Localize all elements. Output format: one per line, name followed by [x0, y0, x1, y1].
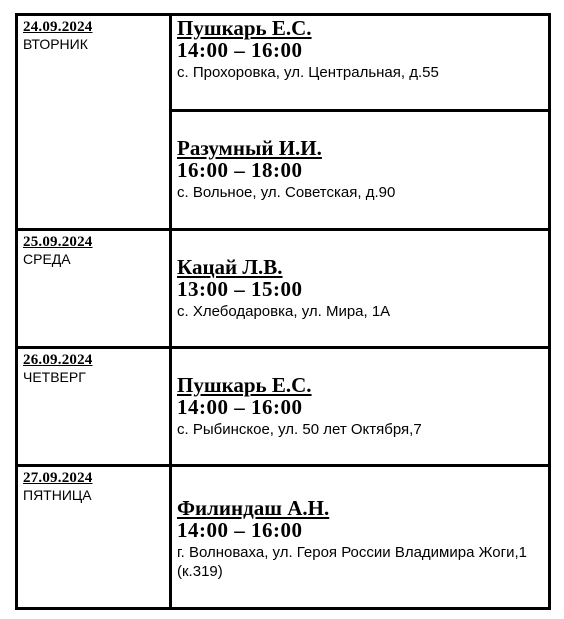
person-name: Кацай Л.В.	[177, 255, 283, 279]
address-text: г. Волноваха, ул. Героя России Владимира Жоги,1 (к.319)	[177, 544, 527, 580]
appointment-cell	[171, 15, 550, 111]
weekday-label: ЧЕТВЕРГ	[23, 369, 86, 385]
time-range: 14:00 – 16:00	[177, 38, 303, 62]
address-text: с. Прохоровка, ул. Центральная, д.55	[177, 64, 439, 81]
date-label: 25.09.2024	[23, 234, 93, 250]
time-range: 13:00 – 15:00	[177, 277, 303, 301]
weekday-label: СРЕДА	[23, 251, 71, 267]
table-row	[17, 230, 550, 348]
date-cell	[17, 348, 171, 466]
time-range: 16:00 – 18:00	[177, 158, 303, 182]
date-label: 27.09.2024	[23, 470, 93, 486]
date-cell	[17, 466, 171, 609]
schedule-table	[15, 13, 551, 610]
weekday-label: ВТОРНИК	[23, 36, 88, 52]
table-row	[17, 15, 550, 111]
date-cell	[17, 15, 171, 230]
weekday-label: ПЯТНИЦА	[23, 487, 92, 503]
date-label: 24.09.2024	[23, 19, 93, 35]
address-text: с. Вольное, ул. Советская, д.90	[177, 184, 396, 201]
address-text: с. Хлебодаровка, ул. Мира, 1А	[177, 303, 391, 320]
person-name: Пушкарь Е.С.	[177, 373, 312, 397]
address-text: с. Рыбинское, ул. 50 лет Октября,7	[177, 421, 422, 438]
appointment-cell	[171, 348, 550, 466]
person-name: Пушкарь Е.С.	[177, 16, 312, 40]
time-range: 14:00 – 16:00	[177, 395, 303, 419]
person-name: Филиндаш А.Н.	[177, 496, 330, 520]
date-label: 26.09.2024	[23, 352, 93, 368]
table-row	[17, 348, 550, 466]
appointment-cell	[171, 466, 550, 609]
date-cell	[17, 230, 171, 348]
person-name: Разумный И.И.	[177, 136, 322, 160]
appointment-cell	[171, 111, 550, 230]
appointment-cell	[171, 230, 550, 348]
table-row	[17, 466, 550, 609]
time-range: 14:00 – 16:00	[177, 518, 303, 542]
